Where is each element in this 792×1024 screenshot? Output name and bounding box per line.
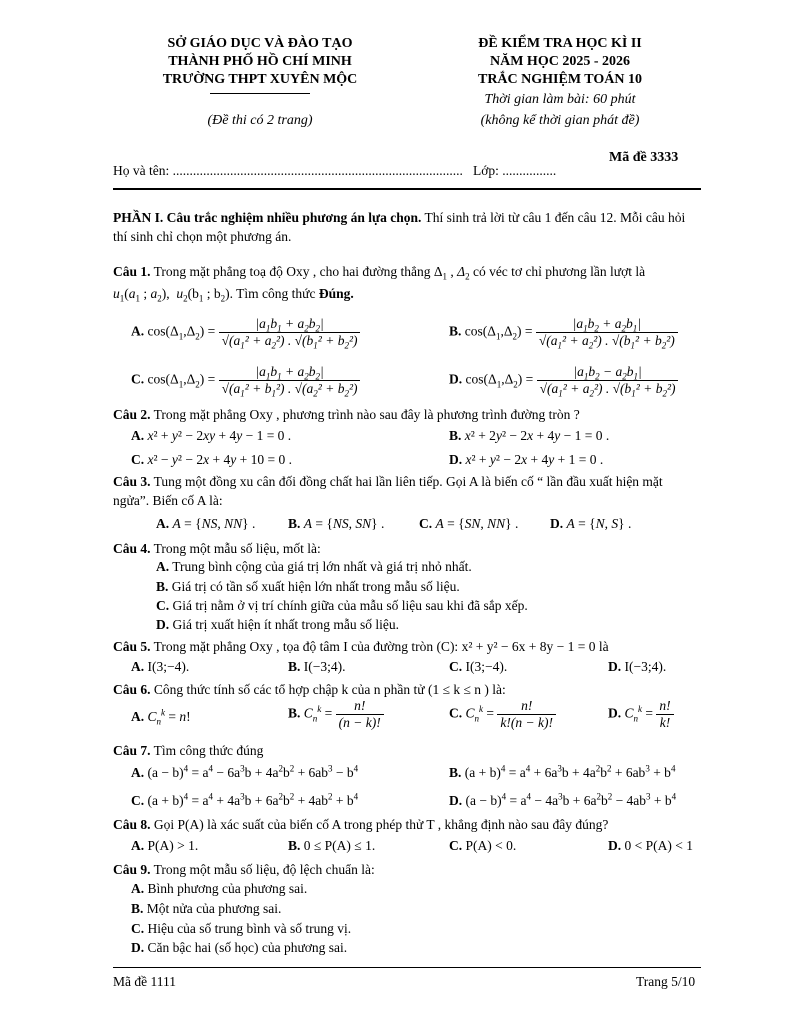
question-5 xyxy=(113,637,701,656)
question-6 xyxy=(113,680,701,699)
q-text: Trong một mẫu số liệu, mốt là: xyxy=(150,541,321,556)
q-label: Câu 8. xyxy=(113,817,151,832)
q-label: Câu 7. xyxy=(113,743,151,758)
part-desc: Thí sinh trả lời từ câu 1 đến câu 12. Mỗi câu hỏi thí sinh chỉ chọn một phương án. xyxy=(113,210,686,244)
question-9 xyxy=(113,860,701,879)
name-field[interactable]: Họ và tên: ...................................................................................... xyxy=(113,163,463,178)
option-d[interactable]: D. $\cos(\Delta_1,\Delta_2)$ = $\frac{|a_1b_2 - a_2b_1|}{√(a_1^2 + a_2^2) . √(b_1^2 + b_2^2)}$ xyxy=(449,364,678,397)
option-d[interactable]: D. A = {N, S} . xyxy=(550,516,632,531)
q-label: Câu 9. xyxy=(113,862,151,877)
option-c[interactable]: C. $(a + b)^4 = a^4 + 4a^3b + 6a^2b^2 + 4ab^2 + b^4$ xyxy=(131,791,359,808)
q-text: . Tìm công thức xyxy=(229,286,319,301)
part-heading: PHẦN I. Câu trắc nghiệm nhiều phương án lựa chọn. xyxy=(113,210,422,225)
option-c[interactable]: C. $\cos(\Delta_1,\Delta_2)$ = $\frac{|a_1b_1 + a_2b_2|}{√(a_1^2 + b_1^2) . √(a_2^2 + b_2^2)}$ xyxy=(131,364,360,397)
option-d[interactable]: D. I(−3;4). xyxy=(608,659,667,674)
header-line: TRẮC NGHIỆM TOÁN 10 xyxy=(477,72,642,87)
question-3 xyxy=(113,472,701,510)
option-c[interactable]: C. x² − y² − 2x + 4y + 10 = 0 . xyxy=(131,452,292,467)
q-text: Trong một mẫu số liệu, độ lệch chuẩn là: xyxy=(150,862,375,877)
time-note-2: (không kể thời gian phát đề) xyxy=(480,113,640,128)
header-line: ĐỀ KIỂM TRA HỌC KÌ II xyxy=(478,36,642,51)
option-c[interactable]: C. P(A) < 0. xyxy=(449,838,517,853)
option-b[interactable]: B. I(−3;4). xyxy=(288,659,346,674)
exam-header xyxy=(440,35,680,89)
option-c[interactable]: C. I(3;−4). xyxy=(449,659,508,674)
q-label: Câu 1. xyxy=(113,264,151,279)
option-c[interactable]: C. Giá trị nằm ở vị trí chính giữa của mẫu số liệu sau khi đã sắp xếp. xyxy=(156,598,528,613)
q-emphasis: Đúng. xyxy=(318,286,354,301)
option-a[interactable]: A. I(3;−4). xyxy=(131,659,190,674)
q-label: Câu 6. xyxy=(113,682,151,697)
option-d[interactable]: D. x² + y² − 2x + 4y + 1 = 0 . xyxy=(449,452,604,467)
question-8 xyxy=(113,815,701,834)
q-label: Câu 5. xyxy=(113,639,151,654)
q-text: Trong mặt phẳng toạ độ Oxy , cho hai đường thẳng Δ xyxy=(150,264,443,279)
option-a[interactable]: A. $(a - b)^4 = a^4 - 6a^3b + 4a^2b^2 + 6ab^3 - b^4$ xyxy=(131,763,359,780)
header-line: THÀNH PHỐ HỒ CHÍ MINH xyxy=(168,54,352,69)
option-a[interactable]: A. Bình phương của phương sai. xyxy=(131,881,308,896)
option-b[interactable]: B. x² + 2y² − 2x + 4y − 1 = 0 . xyxy=(449,428,610,443)
q-text: Trong mặt phẳng Oxy , phương trình nào sau đây là phương trình đường tròn ? xyxy=(150,407,580,422)
part-title xyxy=(113,208,701,246)
footer-rule xyxy=(113,967,701,968)
q-label: Câu 3. xyxy=(113,474,151,489)
header-rule xyxy=(113,188,701,190)
option-a[interactable]: A. x² + y² − 2xy + 4y − 1 = 0 . xyxy=(131,428,292,443)
exam-code: Mã đề 3333 xyxy=(609,150,679,165)
q-text: Gọi P(A) là xác suất của biến cố A trong phép thử T , khẳng định nào sau đây đúng? xyxy=(150,817,609,832)
q-text: có véc tơ chỉ phương lần lượt là xyxy=(469,264,646,279)
option-b[interactable]: B. $C_n^k$ = $\frac{n!}{(n - k)!}$ xyxy=(288,698,384,731)
option-b[interactable]: B. Giá trị có tần số xuất hiện lớn nhất trong mẫu số liệu. xyxy=(156,579,460,594)
option-b[interactable]: B. A = {NS, SN} . xyxy=(288,516,385,531)
q-text: Tìm công thức đúng xyxy=(150,743,264,758)
option-d[interactable]: D. $(a - b)^4 = a^4 - 4a^3b + 6a^2b^2 - 4ab^3 + b^4$ xyxy=(449,791,677,808)
option-b[interactable]: B. $(a + b)^4 = a^4 + 6a^3b + 4a^2b^2 + 6ab^3 + b^4$ xyxy=(449,763,676,780)
option-b[interactable]: B. Một nửa của phương sai. xyxy=(131,901,282,916)
header-line: TRƯỜNG THPT XUYÊN MỘC xyxy=(162,72,358,87)
question-1-vectors: $u_1(a_1$ ; $a_2$), $u_2(b_1$ ; $b_2$). Tìm công thức Đúng. xyxy=(113,286,354,304)
option-b[interactable]: B. $\cos(\Delta_1,\Delta_2)$ = $\frac{|a_1b_2 + a_2b_1|}{√(a_1^2 + a_2^2) . √(b_1^2 + b_2^2)}$ xyxy=(449,316,678,349)
q-label: Câu 4. xyxy=(113,541,151,556)
option-a[interactable]: A. Trung bình cộng của giá trị lớn nhất và giá trị nhỏ nhất. xyxy=(156,559,472,574)
header-line: SỞ GIÁO DỤC VÀ ĐÀO TẠO xyxy=(167,36,353,51)
option-d[interactable]: D. $C_n^k$ = $\frac{n!}{k!}$ xyxy=(608,698,674,731)
option-c[interactable]: C. A = {SN, NN} . xyxy=(419,516,519,531)
option-d[interactable]: D. Giá trị xuất hiện ít nhất trong mẫu số liệu. xyxy=(156,617,399,632)
q-text: Công thức tính số các tổ hợp chập k của n phần tử (1 ≤ k ≤ n ) là: xyxy=(150,682,506,697)
page-number: Trang 5/10 xyxy=(636,974,696,989)
question-2 xyxy=(113,405,701,424)
option-d[interactable]: D. Căn bậc hai (số học) của phương sai. xyxy=(131,940,348,955)
school-header xyxy=(150,35,370,89)
q-text: Trong mặt phẳng Oxy , tọa độ tâm I của đường tròn (C): x² + y² − 6x + 8y − 1 = 0 là xyxy=(150,639,609,654)
option-b[interactable]: B. 0 ≤ P(A) ≤ 1. xyxy=(288,838,376,853)
header-divider xyxy=(210,93,310,94)
option-a[interactable]: A. $C_n^k = n$! xyxy=(131,707,191,727)
class-field[interactable]: Lớp: ................ xyxy=(473,163,557,178)
q-text: Tung một đồng xu cân đối đồng chất hai lần liên tiếp. Gọi A là biến cố “ lần đầu xuất hiện mặt ngửa”. Biến cố A là: xyxy=(113,474,663,508)
question-4 xyxy=(113,539,701,558)
option-a[interactable]: A. $\cos(\Delta_1,\Delta_2)$ = $\frac{|a_1b_1 + a_2b_2|}{√(a_1^2 + a_2^2) . √(b_1^2 + b_2^2)}$ xyxy=(131,316,360,349)
time-note: Thời gian làm bài: 60 phút xyxy=(484,92,636,107)
question-1: Câu 1. Trong mặt phẳng toạ độ Oxy , cho hai đường thẳng $\Delta_1$ , $\Delta_2$ có véc tơ chỉ phương lần lượt là xyxy=(113,264,646,282)
footer-exam-code: Mã đề 1111 xyxy=(113,974,176,989)
question-7 xyxy=(113,741,701,760)
page-count-note: (Đề thi có 2 trang) xyxy=(207,113,313,128)
option-c[interactable]: C. Hiệu của số trung bình và số trung vị. xyxy=(131,921,352,936)
option-c[interactable]: C. $C_n^k$ = $\frac{n!}{k!(n - k)!}$ xyxy=(449,698,556,731)
option-d[interactable]: D. 0 < P(A) < 1 xyxy=(608,838,693,853)
option-a[interactable]: A. P(A) > 1. xyxy=(131,838,199,853)
header-line: NĂM HỌC 2025 - 2026 xyxy=(490,54,630,69)
q-label: Câu 2. xyxy=(113,407,151,422)
option-a[interactable]: A. A = {NS, NN} . xyxy=(156,516,256,531)
